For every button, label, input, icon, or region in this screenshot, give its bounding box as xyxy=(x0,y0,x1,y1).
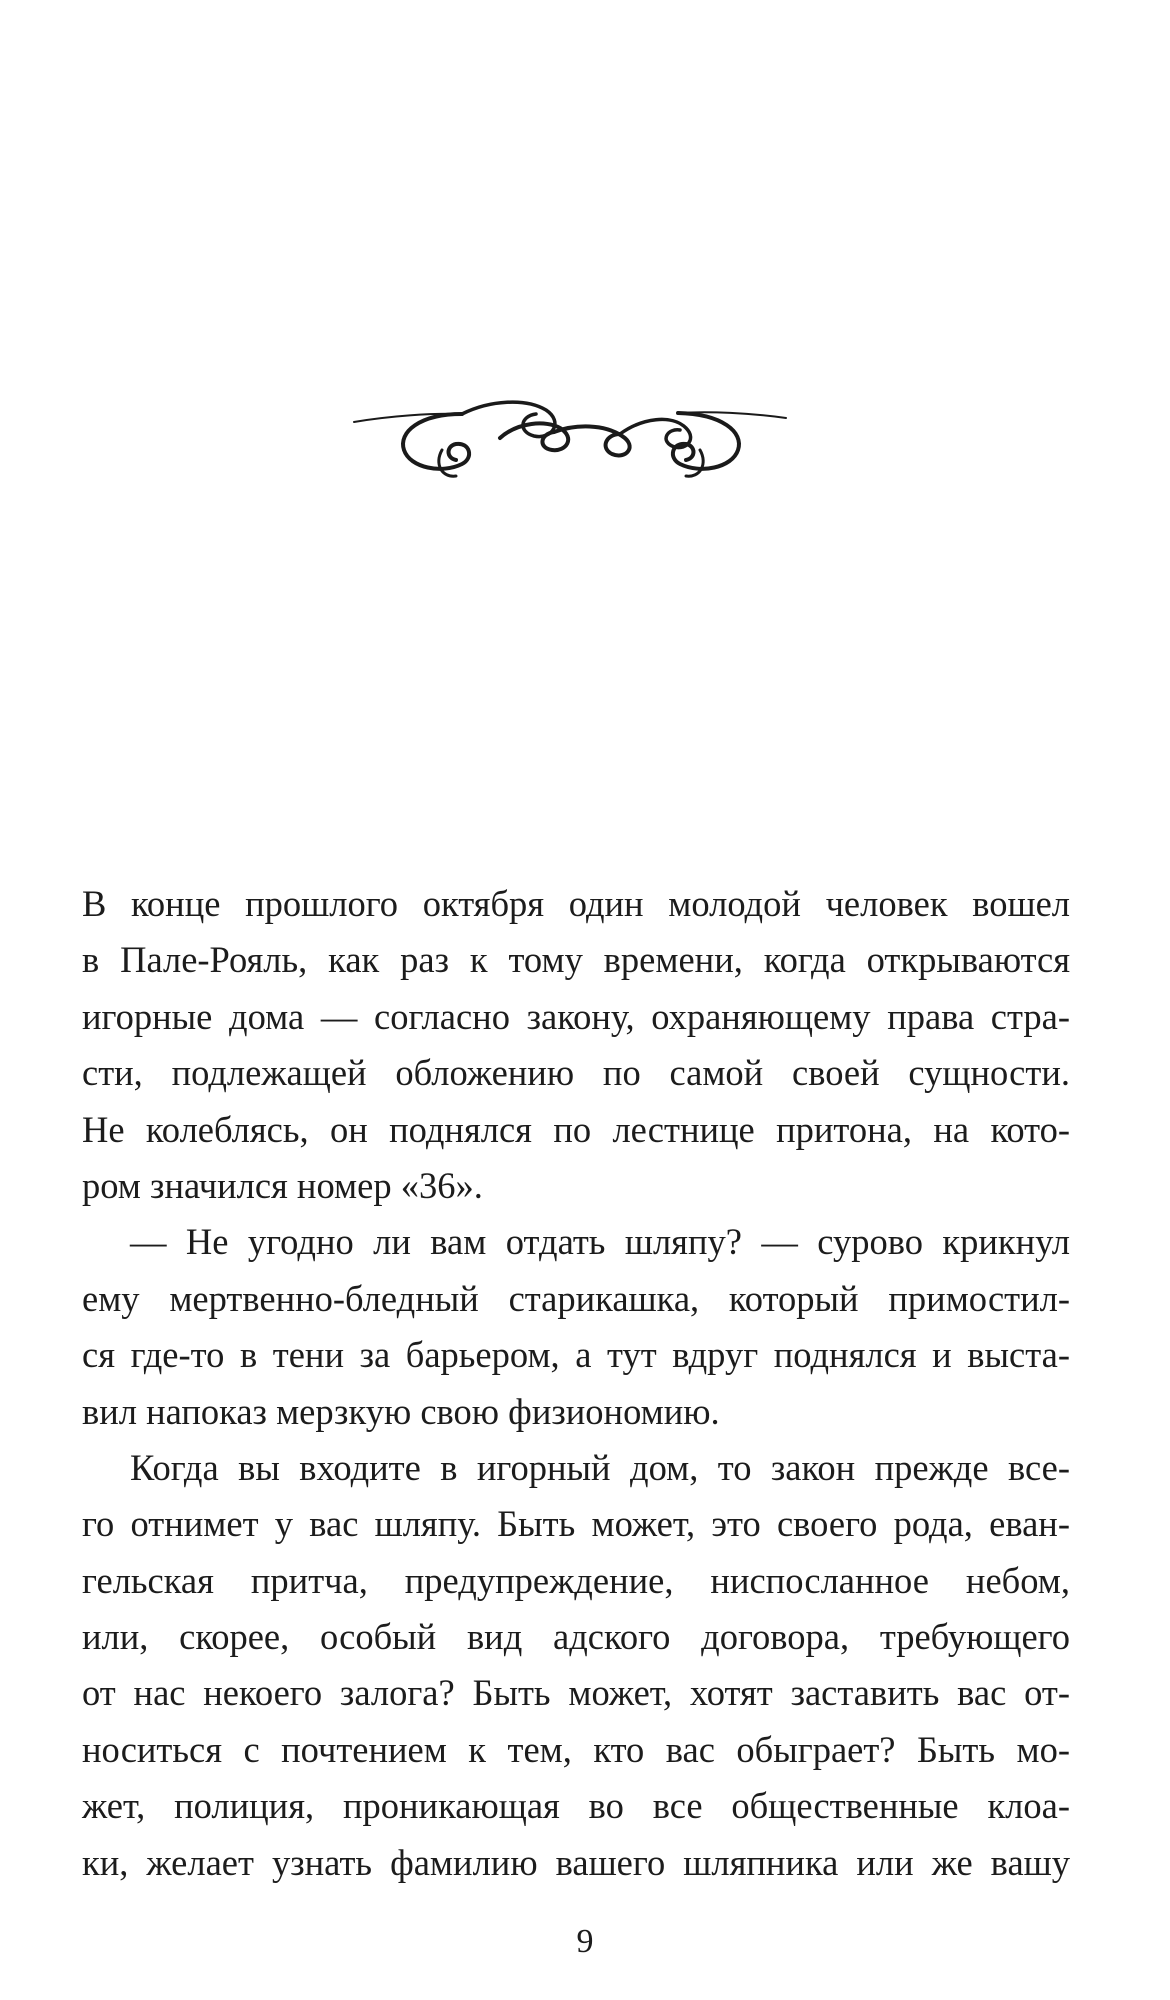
text-line: ему мертвенно-бледный старикашка, который примостил- xyxy=(82,1277,1070,1319)
text-line: носиться с почтением к тем, кто вас обыграет? Быть мо- xyxy=(82,1728,1070,1770)
page-number: 9 xyxy=(576,1923,594,1960)
text-line: ром значился номер «36». xyxy=(82,1164,483,1206)
text-line: жет, полиция, проникающая во все общественные клоа- xyxy=(82,1785,1070,1827)
text-line: — Не угодно ли вам отдать шляпу? — сурово крикнул xyxy=(130,1221,1070,1263)
text-line: Не колеблясь, он поднялся по лестнице притона, на кото- xyxy=(82,1108,1070,1150)
text-line: от нас некоего залога? Быть может, хотят заставить вас от- xyxy=(82,1672,1070,1714)
text-line: ся где-то в тени за барьером, а тут вдруг поднялся и выста- xyxy=(82,1334,1070,1376)
text-line: В конце прошлого октября один молодой человек вошел xyxy=(82,883,1070,924)
text-line: ки, желает узнать фамилию вашего шляпника или же вашу xyxy=(82,1841,1070,1883)
scroll-flourish-icon xyxy=(350,380,790,490)
paragraph xyxy=(82,876,1070,1214)
text-line: игорные дома — согласно закону, охраняющему права стра- xyxy=(82,995,1070,1037)
text-line: го отнимет у вас шляпу. Быть может, это своего рода, еван- xyxy=(82,1503,1070,1545)
text-line: в Пале-Рояль, как раз к тому времени, когда открываются xyxy=(82,939,1070,981)
text-line: Когда вы входите в игорный дом, то закон прежде все- xyxy=(130,1446,1070,1488)
text-line: гельская притча, предупреждение, ниспосланное небом, xyxy=(82,1559,1070,1601)
text-line: вил напоказ мерзкую свою физиономию. xyxy=(82,1390,720,1432)
paragraph xyxy=(82,1214,1070,1440)
body-text xyxy=(82,876,1070,1891)
paragraph xyxy=(82,1440,1070,1891)
text-line: сти, подлежащей обложению по самой своей сущности. xyxy=(82,1052,1070,1094)
text-line: или, скорее, особый вид адского договора, требующего xyxy=(82,1616,1070,1658)
